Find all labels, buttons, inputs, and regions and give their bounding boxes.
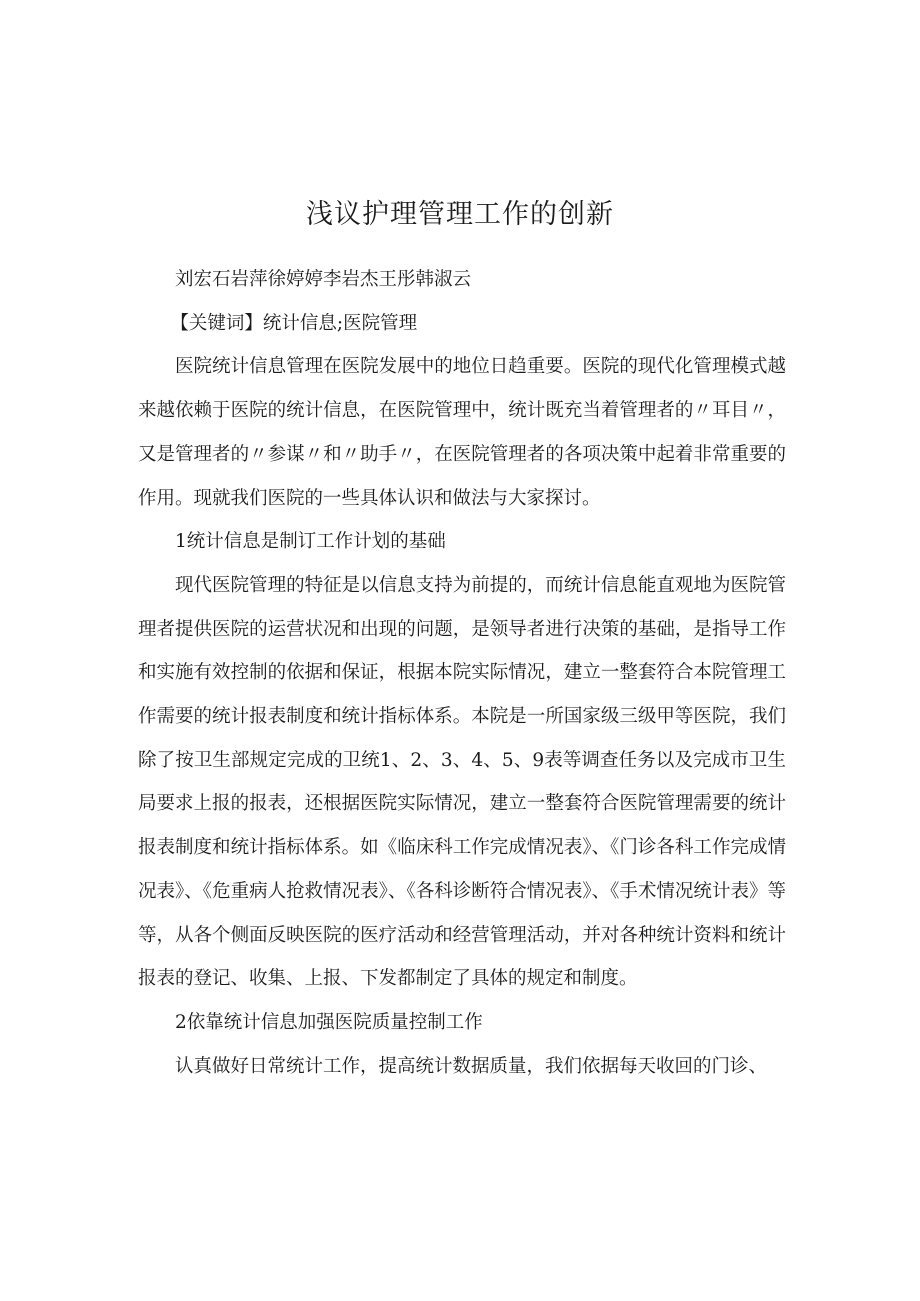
authors-line: 刘宏石岩萍徐婷婷李岩杰王彤韩淑云 [175,269,472,290]
paragraph-intro: 医院统计信息管理在医院发展中的地位日趋重要。医院的现代化管理模式越来越依赖于医院的统计信息，在医院管理中，统计既充当着管理者的〃耳目〃，又是管理者的〃参谋〃和〃助手〃，在医院管理者的各项决策中起着非常重要的作用。现就我们医院的一些具体认识和做法与大家探讨。 [138,356,786,509]
section-heading-2: 2依靠统计信息加强医院质量控制工作 [175,1011,483,1033]
section-heading-1: 1统计信息是制订工作计划的基础 [175,531,446,553]
paragraph-section-1: 现代医院管理的特征是以信息支持为前提的，而统计信息能直观地为医院管理者提供医院的运营状况和出现的问题，是领导者进行决策的基础，是指导工作和实施有效控制的依据和保证，根据本院实际情况，建立一整套符合本院管理工作需要的统计报表制度和统计指标体系。本院是一所国家级三级甲等医院，我们除了按卫生部规定完成的卫统1、2、3、4、5、9表等调查任务以及完成市卫生局要求上报的报表，还根据医院实际情况，建立一整套符合医院管理需要的统计报表制度和统计指标体系。如《临床科工作完成情况表》、《门诊各科工作完成情况表》、《危重病人抢救情况表》、《各科诊断符合情况表》、《手术情况统计表》等等，从各个侧面反映医院的医疗活动和经营管理活动，并对各种统计资料和统计报表的登记、收集、上报、下发都制定了具体的规定和制度。 [138,574,786,990]
document-title: 浅议护理管理工作的创新 [306,199,614,230]
paragraph-section-2: 认真做好日常统计工作，提高统计数据质量，我们依据每天收回的门诊、 [175,1055,768,1077]
document-body [138,258,786,1088]
keywords-line: 【关键词】统计信息;医院管理 [170,312,418,334]
